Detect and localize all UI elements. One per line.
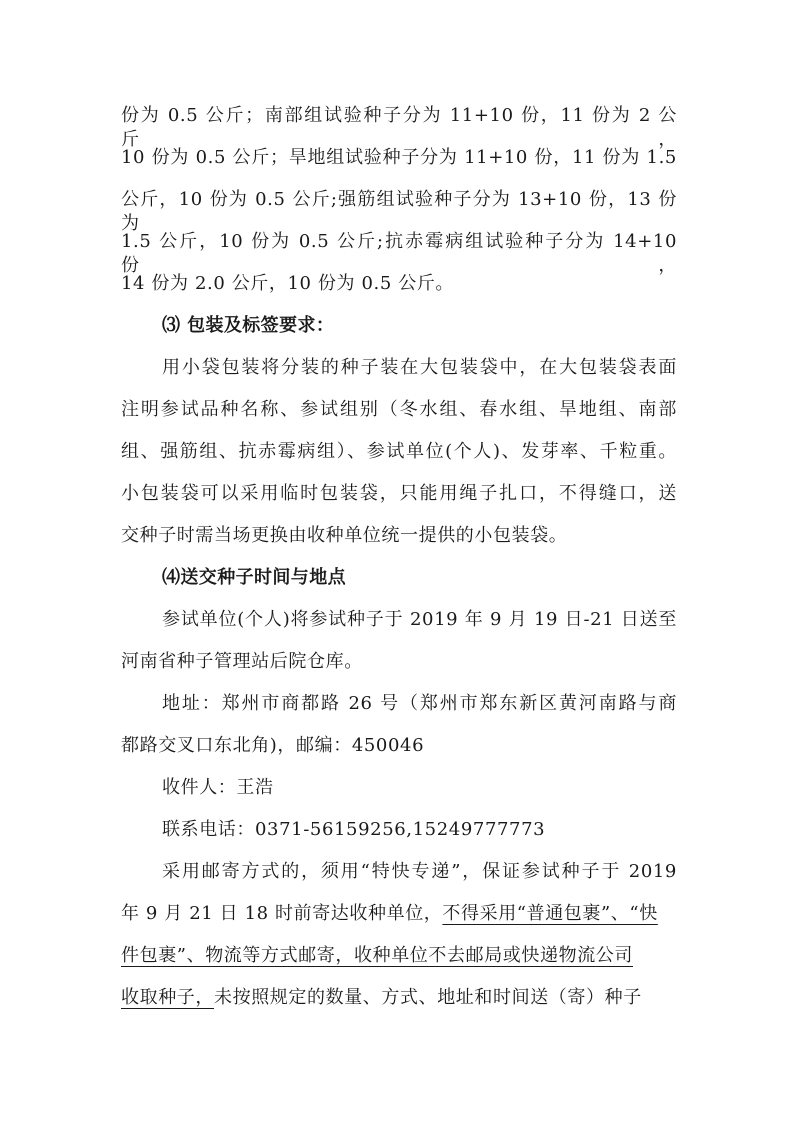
delivery-line-1: 参试单位(个人)将参试种子于 2019 年 9 月 19 日-21 日送至 — [162, 609, 677, 630]
recipient-line: 收件人：王浩 — [162, 777, 274, 798]
mail-line-2-plain: 年 9 月 21 日 18 时前寄达收种单位， — [121, 903, 443, 924]
paragraph-line-2: 10 份为 0.5 公斤；旱地组试验种子分为 11+10 份，11 份为 1.5 — [121, 147, 677, 168]
paragraph-line-4: 1.5 公斤，10 份为 0.5 公斤;抗赤霉病组试验种子分为 14+10 份， — [121, 231, 677, 276]
mail-line-4-underlined: 收取种子， — [121, 987, 214, 1008]
paragraph-line-5: 14 份为 2.0 公斤，10 份为 0.5 公斤。 — [121, 273, 454, 294]
paragraph-line-1: 份为 0.5 公斤；南部组试验种子分为 11+10 份，11 份为 2 公斤， — [121, 105, 677, 150]
mail-line-1: 采用邮寄方式的，须用“特快专递”，保证参试种子于 2019 — [162, 861, 677, 882]
phone-line: 联系电话：0371-56159256,15249777773 — [162, 819, 546, 840]
mail-line-2 — [121, 902, 677, 926]
packaging-line-5: 交种子时需当场更换由收种单位统一提供的小包装袋。 — [121, 525, 568, 546]
delivery-line-2: 河南省种子管理站后院仓库。 — [121, 651, 363, 672]
section-heading-delivery: ⑷送交种子时间与地点 — [162, 567, 346, 588]
mail-line-3-underlined: 件包裹”、物流等方式邮寄，收种单位不去邮局或快递物流公司 — [121, 945, 633, 966]
packaging-line-3: 组、强筋组、抗赤霉病组）、参试单位(个人)、发芽率、千粒重。 — [121, 441, 677, 462]
mail-line-4 — [121, 986, 677, 1010]
section-heading-packaging: ⑶ 包装及标签要求： — [162, 315, 335, 336]
paragraph-line-3: 公斤，10 份为 0.5 公斤;强筋组试验种子分为 13+10 份，13 份为 — [121, 189, 677, 234]
packaging-line-4: 小包装袋可以采用临时包装袋，只能用绳子扎口，不得缝口，送 — [121, 483, 677, 504]
mail-line-4-plain: 未按照规定的数量、方式、地址和时间送（寄）种子 — [214, 987, 642, 1008]
address-line-2: 都路交叉口东北角)，邮编：450046 — [121, 735, 425, 756]
packaging-line-1: 用小袋包装将分装的种子装在大包装袋中，在大包装袋表面 — [162, 357, 677, 378]
packaging-line-2: 注明参试品种名称、参试组别（冬水组、春水组、旱地组、南部 — [121, 399, 677, 420]
address-line-1: 地址：郑州市商都路 26 号（郑州市郑东新区黄河南路与商 — [162, 693, 677, 714]
mail-line-2-underlined: 不得采用“普通包裹”、“快 — [442, 903, 658, 924]
